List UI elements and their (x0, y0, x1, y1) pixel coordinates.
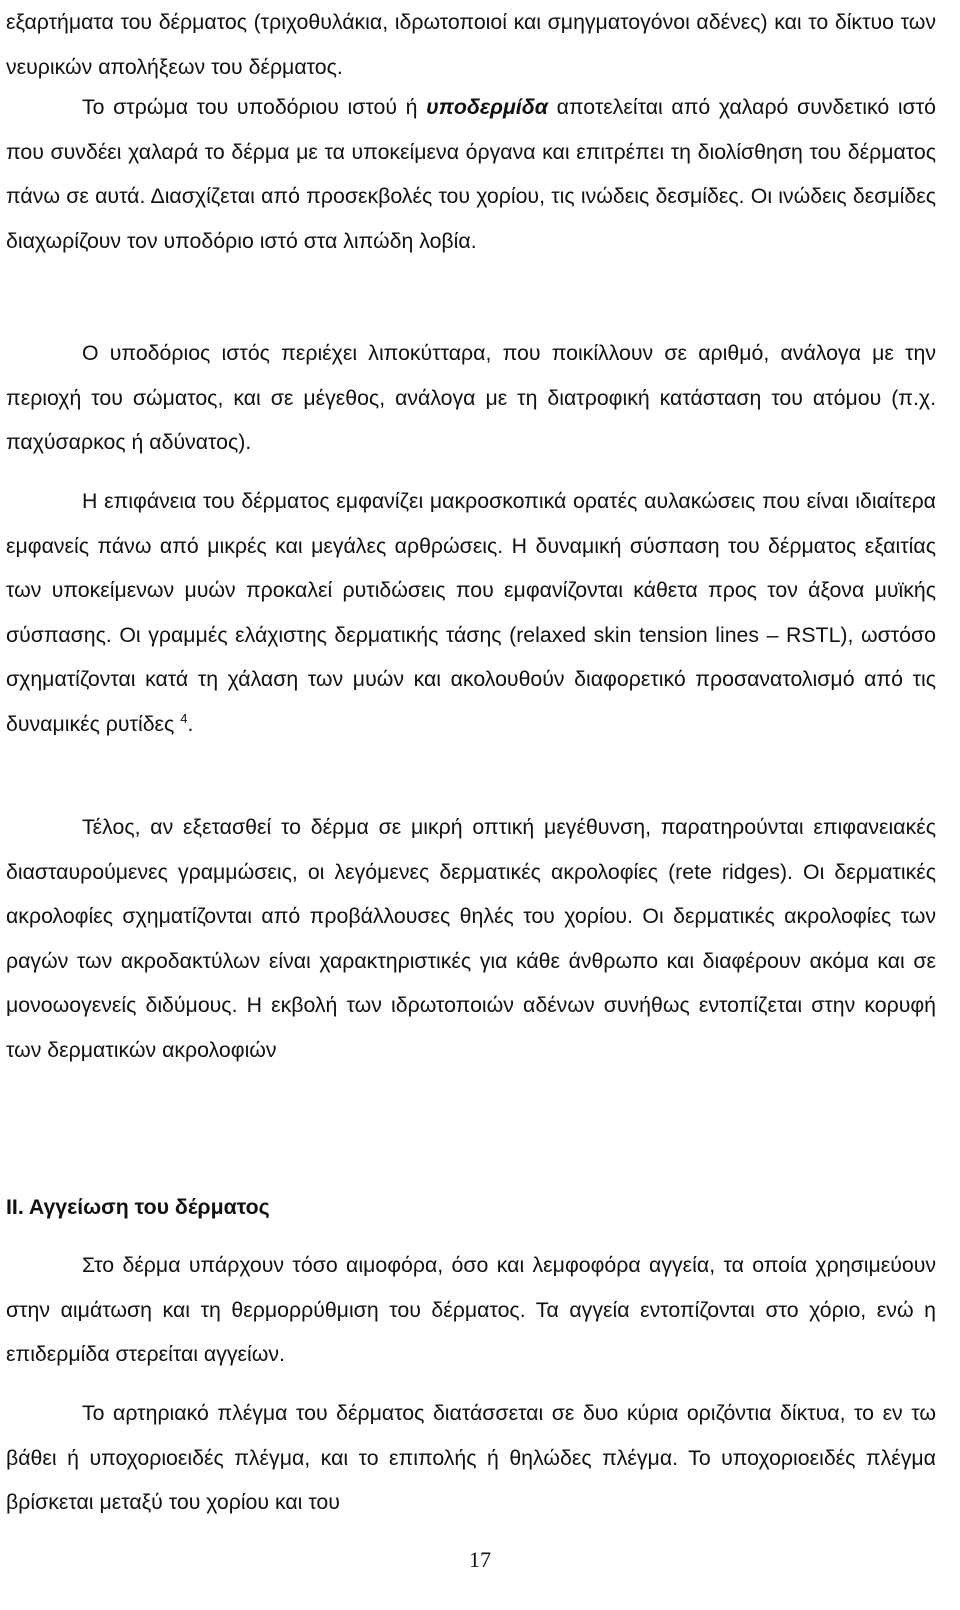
paragraph-adipocytes: Ο υποδόριος ιστός περιέχει λιποκύτταρα, που ποικίλλουν σε αριθμό, ανάλογα με την περιοχή του σώματος, και σε μέγεθος, ανάλογα με τη διατροφική κατάσταση του ατόμου (π.χ. παχύσαρκος ή αδύνατος). (6, 341, 936, 454)
reference-marker: 4 (180, 710, 188, 726)
term-hypodermis: υποδερμίδα (426, 95, 548, 119)
paragraph-skin-surface-end: . (187, 711, 194, 736)
paragraph-rete-ridges: Τέλος, αν εξετασθεί το δέρμα σε μικρή οπτική μεγέθυνση, παρατηρούνται επιφανειακές διασταυρούμενες γραμμώσεις, οι λεγόμενες δερματικές ακρολοφίες (rete ridges). Οι δερματικές ακρολοφίες σχηματίζονται από προβάλλουσες θηλές του χορίου. Οι δερματικές ακρολοφίες των ραγών των ακροδακτύλων είναι χαρακτηριστικές για κάθε άνθρωπο και διαφέρουν ακόμα και σε μονοωογενείς διδύμους. Η εκβολή των ιδρωτοποιών αδένων συνήθως εντοπίζεται στην κορυφή των δερματικών ακρολοφιών (6, 815, 936, 1062)
paragraph-continuation: εξαρτήματα του δέρματος (τριχοθυλάκια, ιδρωτοποιοί και σμηγματογόνοι αδένες) και το δίκτυο των νευρικών απολήξεων του δέρματος. (6, 10, 936, 79)
page-number: 17 (469, 1547, 491, 1572)
paragraph-hypodermis (6, 85, 936, 263)
paragraph-hypodermis-intro: Το στρώμα του υποδόριου ιστού ή (82, 95, 427, 119)
section-heading: ΙΙ. Αγγείωση του δέρματος (6, 1195, 270, 1219)
paragraph-arterial-plexus: Το αρτηριακό πλέγμα του δέρματος διατάσσεται σε δυο κύρια οριζόντια δίκτυα, το εν τω βάθει ή υποχοριοειδές πλέγμα, και το επιπολής ή θηλώδες πλέγμα. Το υποχοριοειδές πλέγμα βρίσκεται μεταξύ του χορίου και του (6, 1401, 936, 1514)
paragraph-vessels: Στο δέρμα υπάρχουν τόσο αιμοφόρα, όσο και λεμφοφόρα αγγεία, τα οποία χρησιμεύουν στην αιμάτωση και τη θερμορρύθμιση του δέρματος. Τα αγγεία εντοπίζονται στο χόριο, ενώ η επιδερμίδα στερείται αγγείων. (6, 1253, 936, 1366)
paragraph-skin-surface (6, 479, 936, 746)
paragraph-skin-surface-text: Η επιφάνεια του δέρματος εμφανίζει μακροσκοπικά ορατές αυλακώσεις που είναι ιδιαίτερα εμφανείς πάνω από μικρές και μεγάλες αρθρώσεις. Η δυναμική σύσπαση του δέρματος εξαιτίας των υποκείμενων μυών προκαλεί ρυτιδώσεις που εμφανίζονται κάθετα προς τον άξονα μυϊκής σύσπασης. Οι γραμμές ελάχιστης δερματικής τάσης (relaxed skin tension lines – RSTL), ωστόσο σχηματίζονται κατά τη χάλαση των μυών και ακολουθούν διαφορετικό προσανατολισμό από τις δυναμικές ρυτίδες (6, 489, 936, 736)
paragraph-hypodermis-body: αποτελείται από χαλαρό συνδετικό ιστό που συνδέει χαλαρά το δέρμα με τα υποκείμενα όργανα και επιτρέπει τη διολίσθηση του δέρματος πάνω σε αυτά. Διασχίζεται από προσεκβολές του χορίου, τις ινώδεις δεσμίδες. Οι ινώδεις δεσμίδες διαχωρίζουν τον υποδόριο ιστό στα λιπώδη λοβία. (6, 95, 936, 253)
